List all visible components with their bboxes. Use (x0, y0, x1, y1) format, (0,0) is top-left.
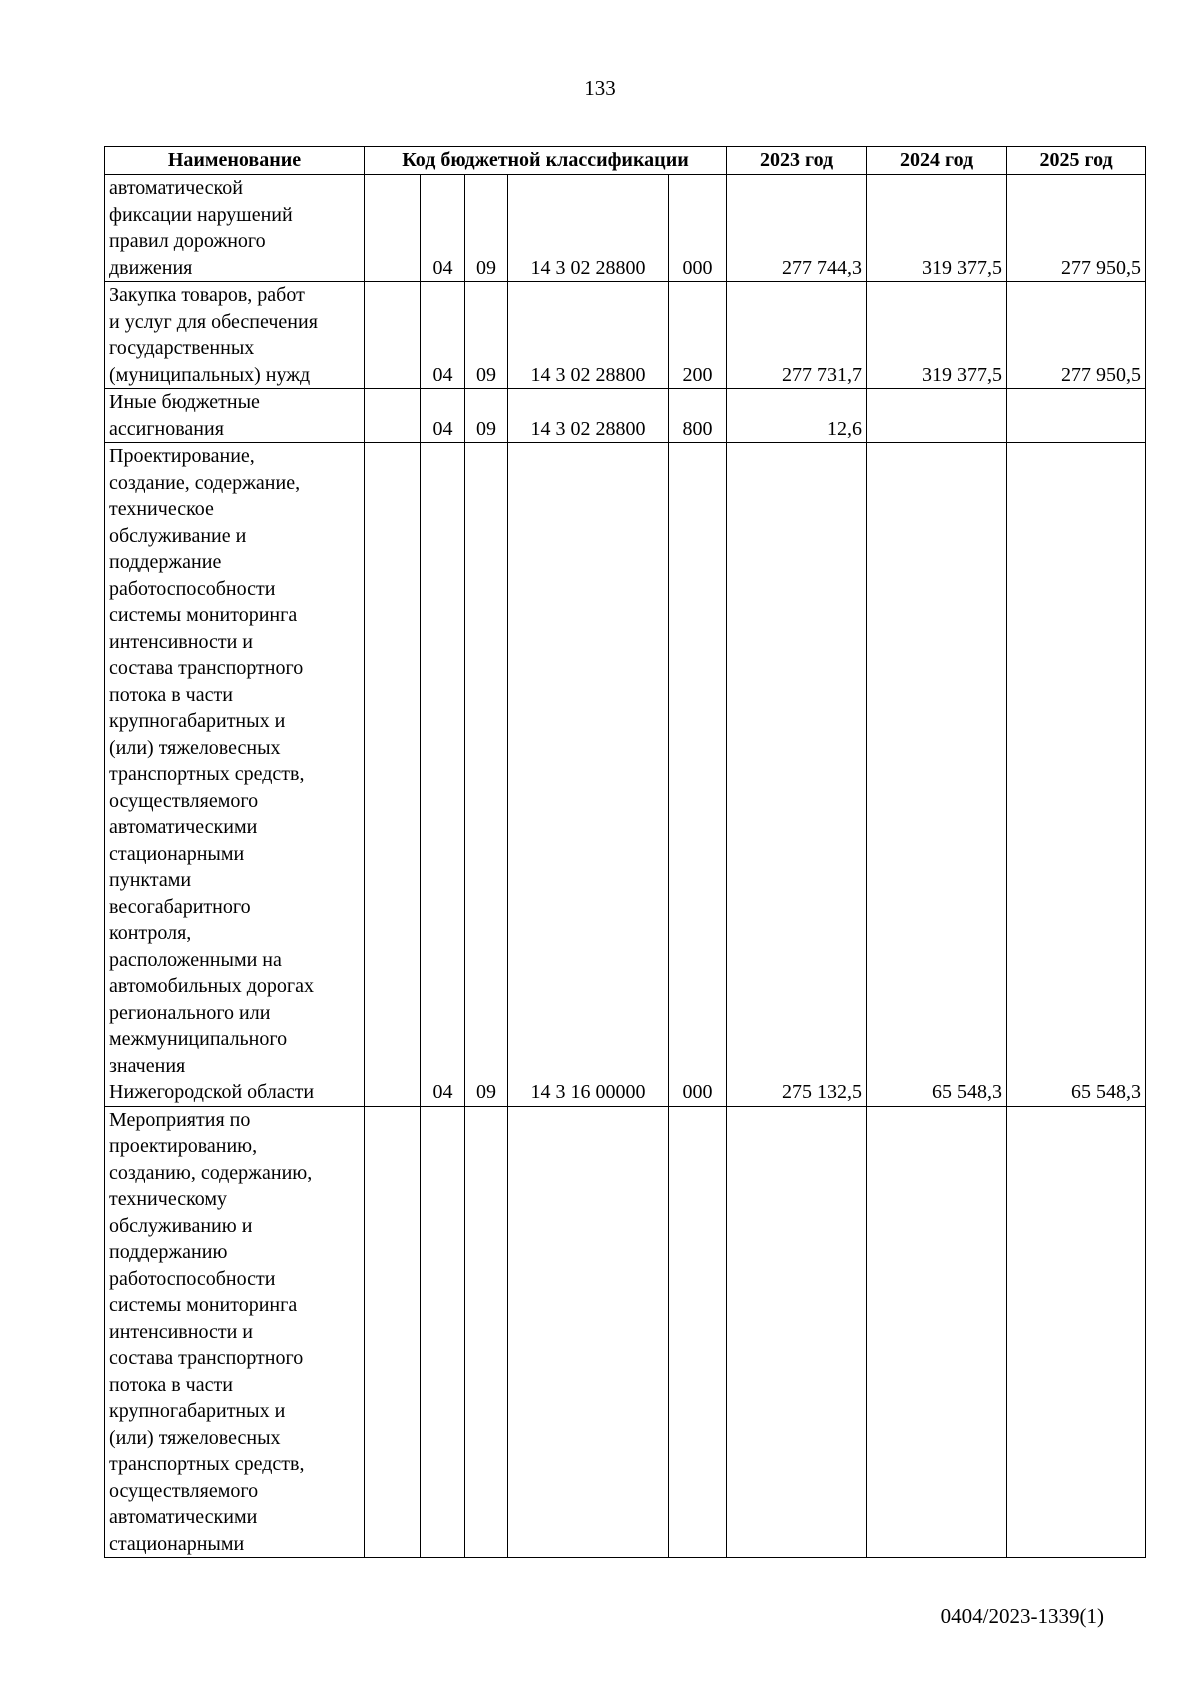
value-2023: 12,6 (727, 389, 867, 443)
code-section (421, 1106, 465, 1558)
value-2023: 277 731,7 (727, 282, 867, 389)
header-code: Код бюджетной классификации (365, 147, 727, 175)
code-section: 04 (421, 282, 465, 389)
row-name: Закупка товаров, работ и услуг для обеспечения государственных (муниципальных) нужд (105, 282, 365, 389)
code-expense-type: 000 (669, 175, 727, 282)
value-2023 (727, 1106, 867, 1558)
budget-table (104, 146, 1146, 1558)
table-header-row (105, 147, 1146, 175)
value-2024 (867, 389, 1007, 443)
table-row (105, 443, 1146, 1107)
header-2023: 2023 год (727, 147, 867, 175)
table-body (105, 175, 1146, 1558)
value-2023: 275 132,5 (727, 443, 867, 1107)
value-2023: 277 744,3 (727, 175, 867, 282)
code-part-1 (365, 389, 421, 443)
table-row (105, 1106, 1146, 1558)
table-row (105, 282, 1146, 389)
code-part-1 (365, 1106, 421, 1558)
value-2024: 319 377,5 (867, 175, 1007, 282)
page-number: 133 (584, 76, 616, 100)
code-expense-type (669, 1106, 727, 1558)
document-code: 0404/2023-1339(1) (940, 1604, 1104, 1628)
code-subsection: 09 (465, 282, 508, 389)
value-2025: 65 548,3 (1007, 443, 1146, 1107)
value-2024: 65 548,3 (867, 443, 1007, 1107)
row-name: Иные бюджетные ассигнования (105, 389, 365, 443)
table-row (105, 175, 1146, 282)
table-row (105, 389, 1146, 443)
code-subsection: 09 (465, 389, 508, 443)
value-2025: 277 950,5 (1007, 282, 1146, 389)
code-target-item: 14 3 02 28800 (508, 282, 669, 389)
code-target-item: 14 3 16 00000 (508, 443, 669, 1107)
code-section: 04 (421, 389, 465, 443)
code-section: 04 (421, 175, 465, 282)
code-target-item: 14 3 02 28800 (508, 389, 669, 443)
code-expense-type: 000 (669, 443, 727, 1107)
code-expense-type: 200 (669, 282, 727, 389)
value-2025 (1007, 389, 1146, 443)
code-expense-type: 800 (669, 389, 727, 443)
row-name: Проектирование, создание, содержание, техническое обслуживание и поддержание работоспособности системы мониторинга интенсивности и состава транспортного потока в части крупногабаритных и (или) тяжеловесных транспортных средств, осуществляемого автоматическими стационарными пунктами весогабаритного контроля, расположенными на автомобильных дорогах регионального или межмуниципального значения Нижегородской области (105, 443, 365, 1107)
code-subsection: 09 (465, 443, 508, 1107)
code-target-item: 14 3 02 28800 (508, 175, 669, 282)
value-2024: 319 377,5 (867, 282, 1007, 389)
code-subsection (465, 1106, 508, 1558)
header-2024: 2024 год (867, 147, 1007, 175)
value-2024 (867, 1106, 1007, 1558)
header-name: Наименование (105, 147, 365, 175)
code-target-item (508, 1106, 669, 1558)
value-2025 (1007, 1106, 1146, 1558)
row-name: Мероприятия по проектированию, созданию, содержанию, техническому обслуживанию и поддержанию работоспособности системы мониторинга интенсивности и состава транспортного потока в части крупногабаритных и (или) тяжеловесных транспортных средств, осуществляемого автоматическими стационарными (105, 1106, 365, 1558)
value-2025: 277 950,5 (1007, 175, 1146, 282)
row-name: автоматической фиксации нарушений правил дорожного движения (105, 175, 365, 282)
code-part-1 (365, 443, 421, 1107)
code-subsection: 09 (465, 175, 508, 282)
header-2025: 2025 год (1007, 147, 1146, 175)
code-part-1 (365, 282, 421, 389)
code-part-1 (365, 175, 421, 282)
code-section: 04 (421, 443, 465, 1107)
